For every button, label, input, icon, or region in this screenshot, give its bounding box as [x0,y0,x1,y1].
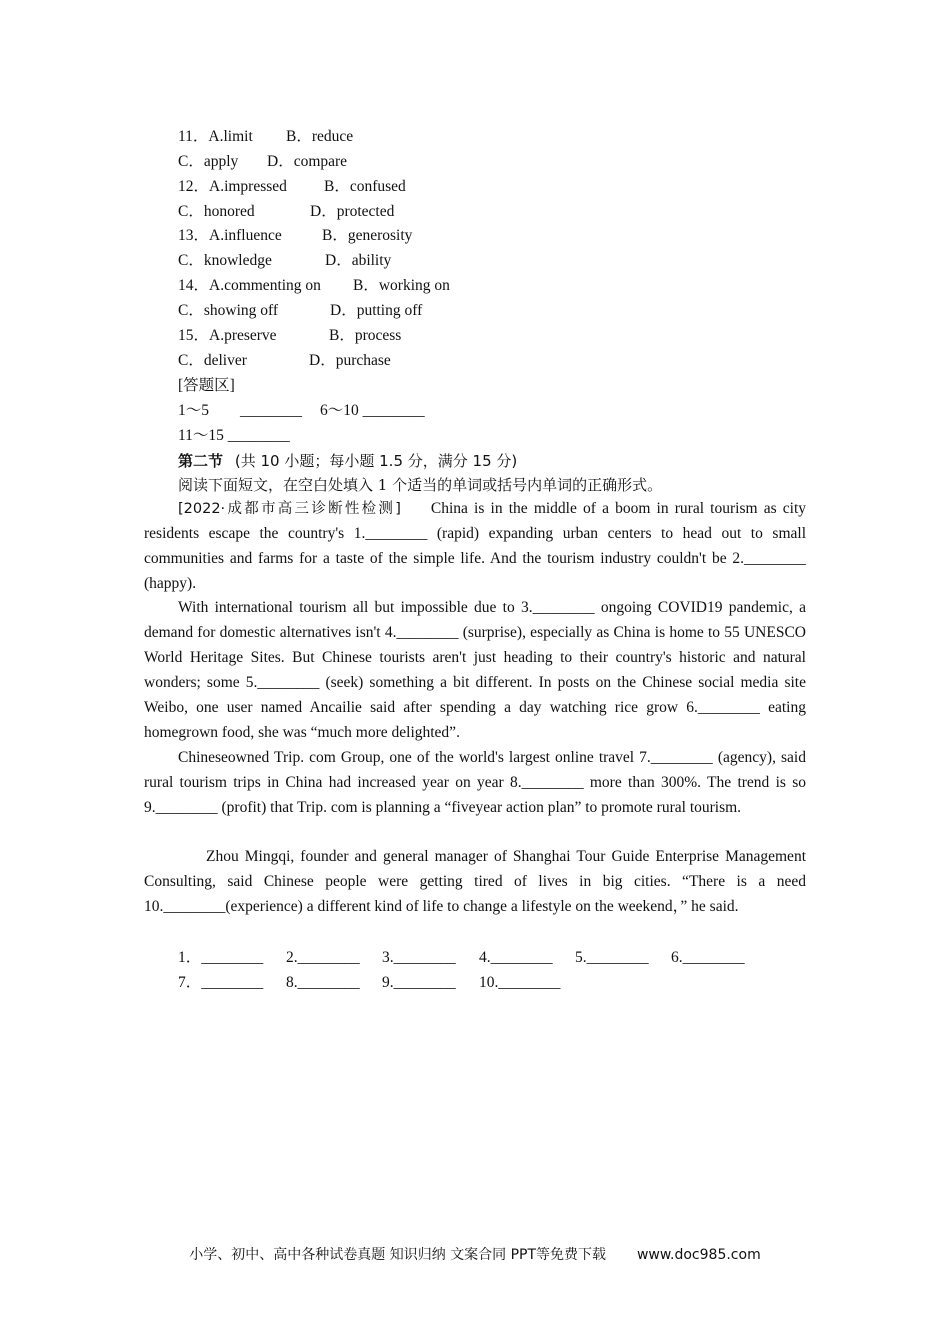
passage-paragraph-1 [144,497,806,597]
option-a: 12．A.impressed [178,178,287,195]
section-title: 第二节 [178,452,224,470]
option-b: D．putting off [330,302,423,319]
answer-blank[interactable]: 7．________ [178,974,264,991]
answer-blank[interactable]: 9.________ [382,974,456,991]
passage-source: [2022·成都市高三诊断性检测] [178,501,401,517]
option-row [178,127,353,147]
answer-blank[interactable]: 3.________ [382,949,456,966]
passage-text: China is in the middle of a boom in rural tourism as city residents escape the country's 1.________ (rapid) expanding urban centers to head out to small communities and farms for a taste of the simple life. And the tourism industry couldn't be 2.________ (happy). [144,500,806,592]
option-a: C．honored [178,203,255,220]
option-b: B．process [329,327,402,344]
answer-blank[interactable]: 2.________ [286,949,360,966]
answer-range-11-15: 11～15 ________ [178,427,290,444]
option-a: C．apply [178,153,239,170]
option-b: D．ability [325,252,392,269]
option-row [178,202,394,222]
option-a: 13．A.influence [178,227,282,244]
answer-blank[interactable]: 10.________ [479,974,561,991]
answer-blank[interactable]: 1．________ [178,949,264,966]
option-row [178,251,391,271]
option-row [178,152,347,172]
answer-range-6-10: 6～10 ________ [320,402,425,419]
option-b: B．reduce [286,128,354,145]
answer-blanks-row-2 [178,973,560,993]
option-row [178,326,401,346]
footer-url[interactable]: www.doc985.com [636,1247,761,1263]
passage-text: Chineseowned Trip. com Group, one of the world's largest online travel 7.________ (agency), said rural tourism trips in China had increased year on year 8.________ more than 300%. The trend is so 9.________ (profit) that Trip. com is planning a “fiveyear action plan” to promote rural tourism. [144,749,806,816]
answer-blank[interactable]: 6.________ [671,949,745,966]
section-instruction: 阅读下面短文，在空白处填入 1 个适当的单词或括号内单词的正确形式。 [178,476,663,494]
option-row [178,226,412,246]
option-a: 14．A.commenting on [178,277,321,294]
answer-area-row [178,401,425,421]
option-b: B．working on [353,277,450,294]
option-b: B．generosity [322,227,413,244]
option-a: 11．A.limit [178,128,253,145]
option-a: C．showing off [178,302,279,319]
passage-text: Zhou Mingqi, founder and general manager of Shanghai Tour Guide Enterprise Management Consulting, said Chinese people were getting tired of lives in big cities. “There is a need 10.________(experience) a different kind of life to change a lifestyle on the weekend，” he said. [144,848,806,915]
option-b: B．confused [324,178,406,195]
answer-blank[interactable]: 8.________ [286,974,360,991]
footer-text: 小学、初中、高中各种试卷真题 知识归纳 文案合同 PPT等免费下载 [189,1247,607,1263]
option-a: 15．A.preserve [178,327,277,344]
answer-range-1-5: 1～5 ________ [178,402,303,419]
option-a: C．deliver [178,352,247,369]
option-row [178,276,450,296]
passage-paragraph-4 [144,845,806,920]
option-row [178,351,391,371]
passage-text: With international tourism all but impossible due to 3.________ ongoing COVID19 pandemic, a demand for domestic alternatives isn't 4.________ (surprise), especially as China is home to 55 UNESCO World Heritage Sites. But Chinese tourists aren't just heading to their country's historic and natural wonders; some 5.________ (seek) something a bit different. In posts on the Chinese social media site Weibo, one user named Ancailie said after spending a day watching rice grow 6.________ eating homegrown food, she was “much more delighted”. [144,599,806,741]
section-heading [178,451,517,472]
answer-blank[interactable]: 4.________ [479,949,553,966]
section-note: (共 10 小题；每小题 1.5 分，满分 15 分) [234,452,518,470]
answer-blank[interactable]: 5.________ [575,949,649,966]
option-b: D．protected [310,203,395,220]
answer-blanks-row-1 [178,948,745,968]
page-footer [0,1244,950,1264]
passage-paragraph-3 [144,746,806,821]
option-row [178,177,406,197]
passage-paragraph-2 [144,596,806,745]
option-b: D．compare [267,153,348,170]
option-a: C．knowledge [178,252,272,269]
answer-area-label: [答题区] [178,377,235,394]
option-b: D．purchase [309,352,391,369]
option-row [178,301,422,321]
